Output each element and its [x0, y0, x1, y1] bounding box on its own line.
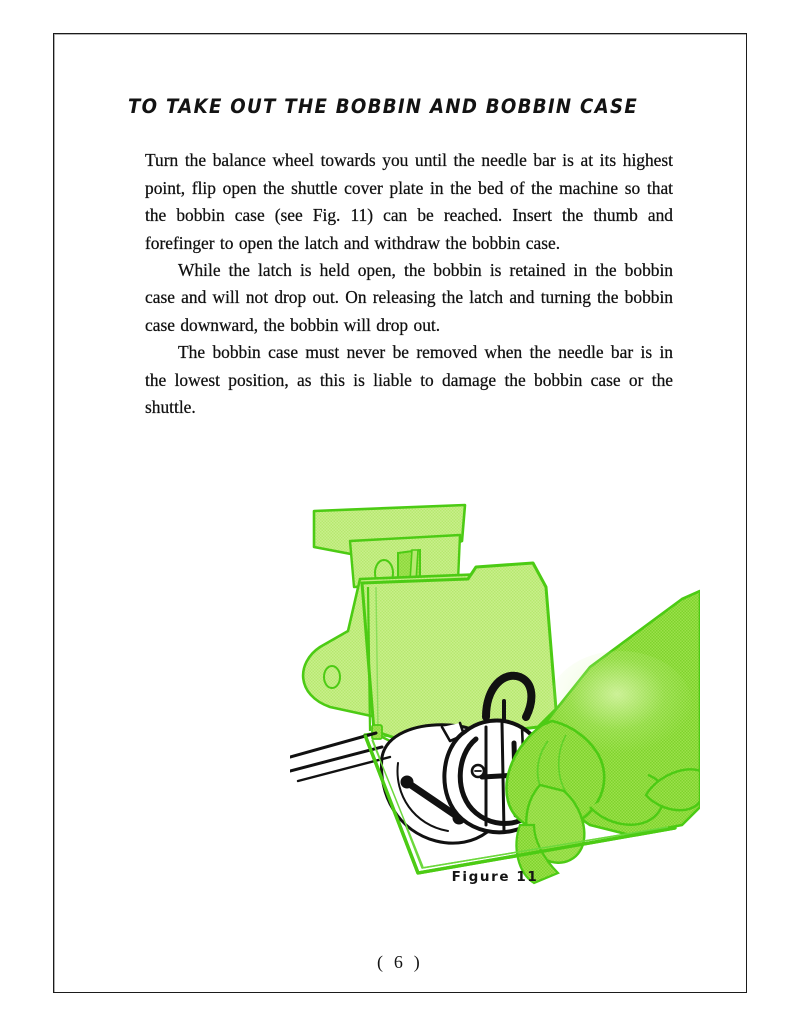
page-content	[128, 96, 676, 422]
figure-caption: Figure 11	[451, 869, 539, 885]
paragraph-2: While the latch is held open, the bobbin is retained in the bobbin case and will not drop out. On releasing the latch and turning the bobbin case downward, the bobbin will drop out.	[145, 260, 673, 335]
paragraph-1: Turn the balance wheel towards you until the needle bar is at its highest point, flip open the shuttle cover plate in the bed of the machine so that the bobbin case (see Fig. 11) can be reached. Insert the thumb and forefinger to open the latch and withdraw the bobbin case.	[145, 150, 673, 253]
figure-11-drawing	[290, 495, 700, 905]
page-number: ( 6 )	[377, 952, 423, 972]
paragraph-3: The bobbin case must never be removed when the needle bar is in the lowest position, as this is liable to damage the bobbin case or the shuttle.	[145, 342, 673, 418]
body-text-block	[145, 147, 673, 421]
page-title: TO TAKE OUT THE BOBBIN AND BOBBIN CASE	[128, 95, 639, 118]
figure-illustration	[290, 495, 700, 905]
